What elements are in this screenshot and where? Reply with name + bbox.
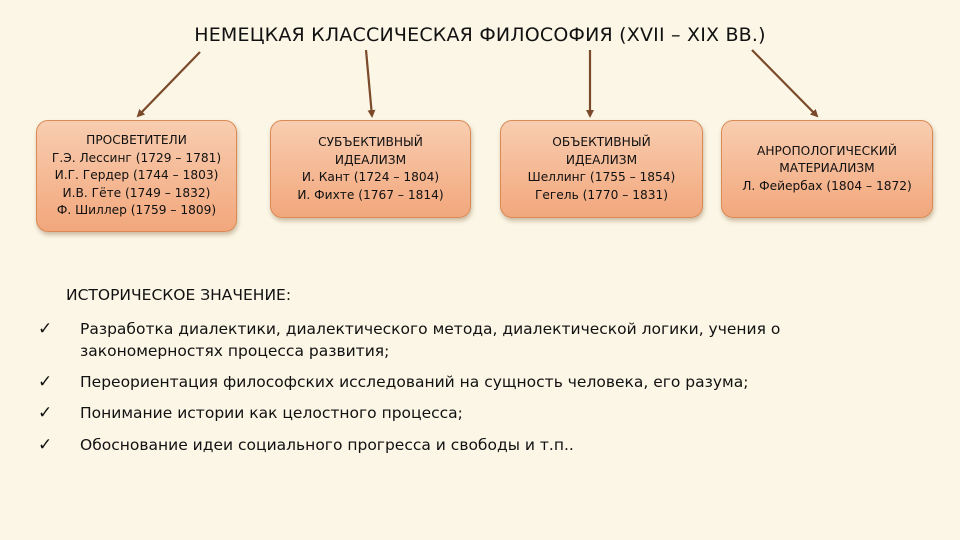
box-line: ОБЪЕКТИВНЫЙ	[552, 135, 651, 149]
box-line: ПРОСВЕТИТЕЛИ	[86, 133, 187, 148]
historical-significance-heading: ИСТОРИЧЕСКОЕ ЗНАЧЕНИЕ:	[66, 286, 292, 304]
box-anthropological-materialism	[721, 120, 933, 218]
arrow-to-enlighteners	[138, 52, 200, 116]
box-line: Ф. Шиллер (1759 – 1809)	[56, 203, 217, 218]
box-line: СУБЪЕКТИВНЫЙ	[318, 135, 423, 149]
diagram-title: НЕМЕЦКАЯ КЛАССИЧЕСКАЯ ФИЛОСОФИЯ (XVII – XIX ВВ.)	[194, 24, 766, 46]
arrow-to-subjective-idealism	[366, 50, 372, 116]
box-objective-idealism	[500, 120, 703, 218]
checkmark-icon: ✓	[38, 435, 53, 455]
box-line: И. Кант (1724 – 1804)	[301, 170, 440, 184]
box-line: И.Г. Гердер (1744 – 1803)	[54, 168, 219, 183]
box-line: И.В. Гёте (1749 – 1832)	[62, 185, 211, 200]
checkmark-icon: ✓	[38, 372, 53, 392]
box-line: Шеллинг (1755 – 1854)	[527, 170, 676, 184]
list-item-text: Обоснование идеи социального прогресса и свободы и т.п..	[80, 436, 574, 454]
checkmark-icon: ✓	[38, 403, 53, 423]
list-item-text: Разработка диалектики, диалектического метода, диалектической логики, учения о закономерностях процесса развития;	[80, 320, 781, 360]
list-item-text: Понимание истории как целостного процесса;	[80, 404, 463, 422]
box-subjective-idealism	[270, 120, 471, 218]
box-line: ИДЕАЛИЗМ	[334, 152, 407, 167]
box-line: Гегель (1770 – 1831)	[534, 187, 669, 202]
box-line: Г.Э. Лессинг (1729 – 1781)	[51, 150, 222, 165]
box-line: И. Фихте (1767 – 1814)	[297, 187, 444, 202]
box-line: ИДЕАЛИЗМ	[565, 152, 638, 167]
checkmark-icon: ✓	[38, 319, 53, 339]
box-line: АНРОПОЛОГИЧЕСКИЙ	[757, 143, 897, 158]
box-line: Л. Фейербах (1804 – 1872)	[742, 178, 912, 193]
list-item-text: Переориентация философских исследований на сущность человека, его разума;	[80, 373, 749, 391]
box-enlighteners	[36, 120, 237, 232]
box-line: МАТЕРИАЛИЗМ	[779, 161, 875, 176]
arrow-to-anthropological-materialism	[752, 50, 817, 116]
